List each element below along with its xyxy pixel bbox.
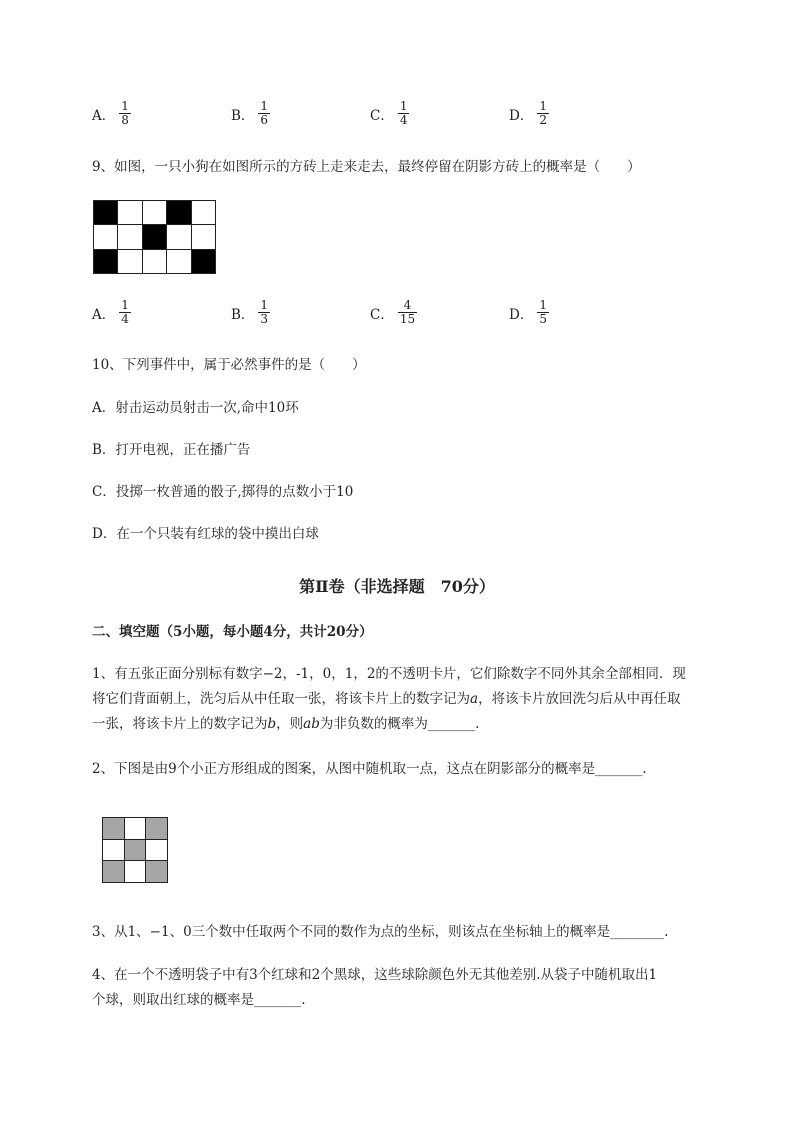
numerator: 1: [539, 298, 547, 312]
tile-grey: [125, 840, 147, 862]
numerator: 1: [539, 99, 547, 113]
option-label: A．: [92, 107, 116, 124]
numerator: 1: [399, 99, 408, 113]
tile-white: [192, 201, 216, 225]
fill-question-1: [92, 662, 732, 737]
tile-white: [125, 861, 147, 883]
fraction: [258, 100, 270, 127]
option-label: B．: [231, 107, 255, 124]
q10-option-a[interactable]: A．射击运动员射击一次,命中10环: [92, 400, 299, 416]
tile-dark: [167, 201, 191, 225]
q8-option-a[interactable]: [92, 100, 131, 127]
tile-grey: [146, 861, 168, 883]
q8-option-b[interactable]: [231, 100, 270, 127]
option-label: C．: [370, 107, 394, 124]
fraction: [398, 100, 410, 127]
fill-question-2-text: 2、下图是由9个小正方形组成的图案，从图中随机取一点，这点在阴影部分的概率是_______.: [92, 761, 647, 777]
tile-white: [103, 840, 125, 862]
text-run: 将它们背面朝上，洗匀后从中任取一张，将该卡片上的数字记为: [92, 691, 470, 707]
part2-title: 第Ⅱ卷（非选择题 70分）: [299, 577, 495, 596]
q10-option-b[interactable]: B．打开电视，正在播广告: [92, 442, 251, 458]
denominator: 3: [260, 312, 269, 326]
q9-option-d[interactable]: [509, 299, 549, 326]
fill-question-3-text: 3、从1、−1、0三个数中任取两个不同的数作为点的坐标，则该点在坐标轴上的概率是________.: [92, 924, 669, 940]
tile-dark: [94, 201, 118, 225]
tile-white: [143, 201, 167, 225]
q10-question-text: 10、下列事件中，属于必然事件的是（ ）: [92, 357, 366, 373]
fraction: [119, 299, 131, 326]
text-run: ，将该卡片放回洗匀后从中再任取: [478, 691, 681, 707]
fraction: [398, 299, 417, 326]
denominator: 8: [121, 113, 129, 127]
q9-option-a[interactable]: [92, 299, 131, 326]
denominator: 2: [539, 113, 547, 127]
text-run: 一张，将该卡片上的数字记为: [92, 716, 268, 732]
tile-grey: [103, 861, 125, 883]
option-label: C．: [370, 306, 394, 323]
numerator: 1: [121, 298, 129, 312]
variable-a: a: [470, 691, 479, 707]
fill-question-1-line-1: 1、有五张正面分别标有数字−2，-1，0，1，2的不透明卡片，它们除数字不同外其余全部相同．现: [92, 666, 686, 682]
tile-white: [192, 225, 216, 249]
option-label: D．: [509, 107, 534, 124]
tile-white: [167, 250, 191, 274]
fill-blank-section-header: 二、填空题（5小题，每小题4分，共计20分）: [92, 624, 373, 640]
variable-ab: ab: [303, 716, 320, 732]
fraction: [258, 299, 270, 326]
q10-option-c[interactable]: C．投掷一枚普通的骰子,掷得的点数小于10: [92, 484, 354, 500]
denominator: 4: [399, 113, 408, 127]
q9-option-b[interactable]: [231, 299, 270, 326]
q9-tile-figure: [93, 200, 216, 274]
denominator: 15: [399, 312, 416, 326]
tile-grey: [103, 818, 125, 840]
numerator: 1: [260, 99, 269, 113]
tile-white: [125, 818, 147, 840]
tile-white: [118, 225, 142, 249]
denominator: 4: [121, 312, 129, 326]
fraction: [537, 100, 549, 127]
numerator: 4: [403, 298, 412, 312]
fill-question-4-line-1: 4、在一个不透明袋子中有3个红球和2个黑球，这些球除颜色外无其他差别.从袋子中随机取出1: [92, 967, 658, 983]
numerator: 1: [260, 298, 269, 312]
option-label: A．: [92, 306, 116, 323]
tile-white: [118, 250, 142, 274]
fill-question-4: [92, 963, 732, 1013]
tile-dark: [143, 225, 167, 249]
tile-grey: [146, 818, 168, 840]
fill-question-1-line-2: [92, 687, 732, 712]
fill-question-4-line-2: 个球，则取出红球的概率是_______.: [92, 992, 306, 1008]
fill-question-1-line-3: [92, 712, 732, 737]
q10-option-d[interactable]: D．在一个只装有红球的袋中摸出白球: [92, 526, 319, 542]
text-run: 为非负数的概率为_______.: [319, 716, 480, 732]
denominator: 6: [260, 113, 269, 127]
tile-white: [143, 250, 167, 274]
tile-white: [94, 225, 118, 249]
q9-option-c[interactable]: [370, 299, 417, 326]
option-label: D．: [509, 306, 534, 323]
tile-white: [118, 201, 142, 225]
option-label: B．: [231, 306, 255, 323]
fraction: [119, 100, 131, 127]
q9-question-text: 9、如图，一只小狗在如图所示的方砖上走来走去，最终停留在阴影方砖上的概率是（ ）: [92, 159, 641, 175]
q8-option-d[interactable]: [509, 100, 549, 127]
fraction: [537, 299, 549, 326]
text-run: ，则: [276, 716, 304, 732]
q8-option-c[interactable]: [370, 100, 409, 127]
numerator: 1: [121, 99, 129, 113]
tile-white: [167, 225, 191, 249]
tile-dark: [192, 250, 216, 274]
f2-square-figure: [102, 817, 168, 883]
tile-white: [146, 840, 168, 862]
denominator: 5: [539, 312, 547, 326]
variable-b: b: [267, 716, 277, 732]
tile-dark: [94, 250, 118, 274]
